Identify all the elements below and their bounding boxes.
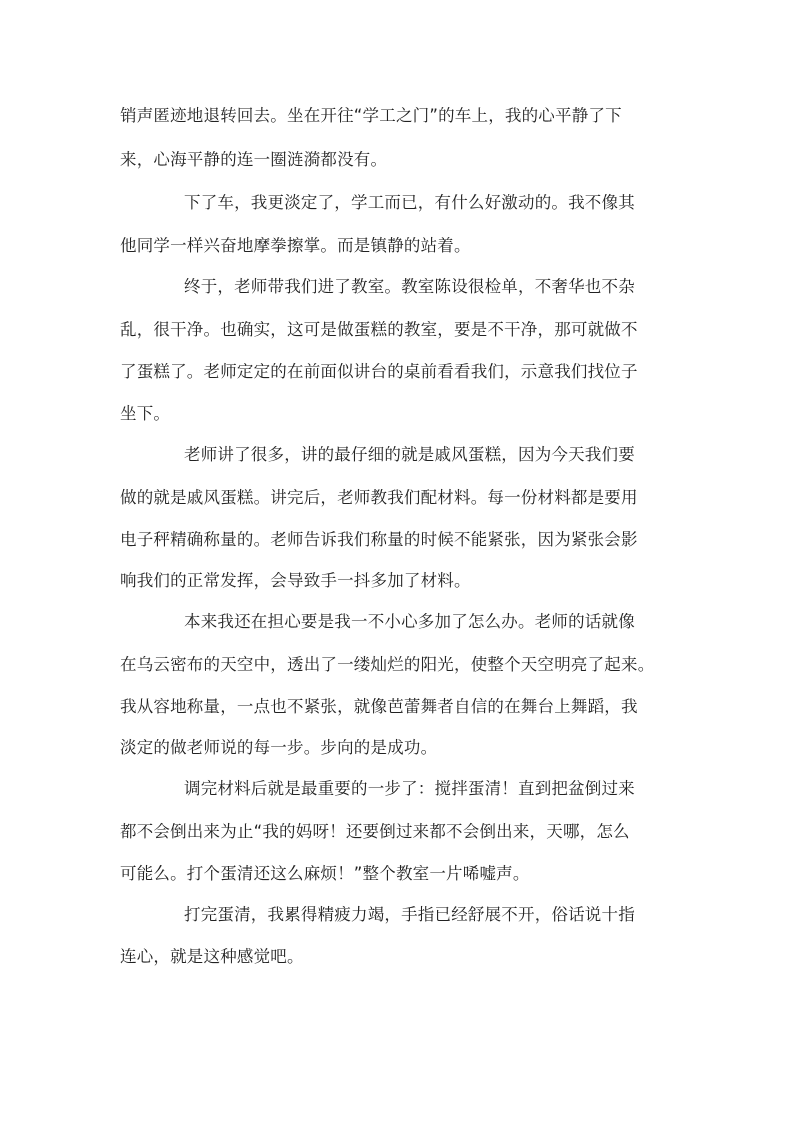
paragraph-first-line: 打完蛋清，我累得精疲力竭，手指已经舒展不开，俗话说十指 bbox=[184, 905, 635, 924]
text-line: 乱，很干净。也确实，这可是做蛋糕的教室，要是不干净，那可就做不 bbox=[120, 320, 638, 339]
text-line: 淡定的做老师说的每一步。步向的是成功。 bbox=[120, 738, 438, 757]
text-line: 可能么。打个蛋清还这么麻烦！”整个教室一片唏嘘声。 bbox=[120, 864, 530, 883]
text-line: 响我们的正常发挥，会导致手一抖多加了材料。 bbox=[120, 571, 471, 590]
paragraph-first-line: 下了车，我更淡定了，学工而已，有什么好激动的。我不像其 bbox=[184, 193, 635, 212]
text-line: 销声匿迹地退转回去。坐在开往“学工之门”的车上，我的心平静了下 bbox=[120, 106, 622, 125]
text-line: 坐下。 bbox=[120, 404, 171, 423]
text-line: 来，心海平静的连一圈涟漪都没有。 bbox=[120, 150, 388, 169]
paragraph-first-line: 本来我还在担心要是我一不小心多加了怎么办。老师的话就像 bbox=[184, 612, 635, 631]
text-line: 在乌云密布的天空中，透出了一缕灿烂的阳光，使整个天空明亮了起来。 bbox=[120, 655, 655, 674]
text-line: 连心，就是这种感觉吧。 bbox=[120, 947, 304, 966]
paragraph-first-line: 终于，老师带我们进了教室。教室陈设很检单，不奢华也不杂 bbox=[184, 277, 635, 296]
paragraph-first-line: 老师讲了很多，讲的最仔细的就是戚风蛋糕，因为今天我们要 bbox=[184, 445, 635, 464]
text-line: 做的就是戚风蛋糕。讲完后，老师教我们配材料。每一份材料都是要用 bbox=[120, 488, 638, 507]
text-line: 他同学一样兴奋地摩拳擦掌。而是镇静的站着。 bbox=[120, 236, 471, 255]
text-line: 都不会倒出来为止“我的妈呀！还要倒过来都不会倒出来，天哪，怎么 bbox=[120, 822, 630, 841]
paragraph-first-line: 调完材料后就是最重要的一步了：搅拌蛋清！直到把盆倒过来 bbox=[184, 779, 635, 798]
text-line: 我从容地称量，一点也不紧张，就像芭蕾舞者自信的在舞台上舞蹈，我 bbox=[120, 697, 638, 716]
text-line: 电子秤精确称量的。老师告诉我们称量的时候不能紧张，因为紧张会影 bbox=[120, 530, 638, 549]
text-line: 了蛋糕了。老师定定的在前面似讲台的桌前看看我们，示意我们找位子 bbox=[120, 362, 638, 381]
